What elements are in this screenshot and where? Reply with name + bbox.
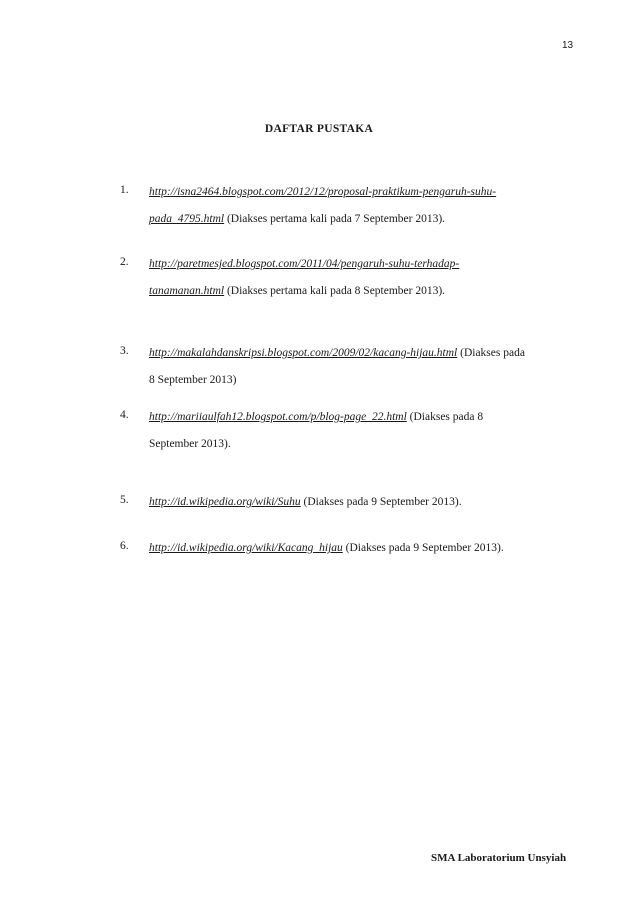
reference-note-continued: September 2013).: [149, 438, 231, 450]
page-footer: SMA Laboratorium Unsyiah: [431, 852, 567, 864]
reference-link[interactable]: http://paretmesjed.blogspot.com/2011/04/pengaruh-suhu-terhadap-: [149, 258, 460, 270]
reference-text: [149, 404, 589, 458]
reference-note: (Diakses pada 9 September 2013).: [342, 542, 504, 554]
reference-link[interactable]: http://makalahdanskripsi.blogspot.com/2009/02/kacang-hijau.html: [149, 347, 458, 359]
reference-text: [149, 535, 589, 562]
reference-link[interactable]: http://isna2464.blogspot.com/2012/12/proposal-praktikum-pengaruh-suhu-: [149, 186, 497, 198]
reference-number: 1.: [120, 184, 129, 196]
page-title: DAFTAR PUSTAKA: [264, 123, 374, 135]
reference-note-continued: 8 September 2013): [149, 374, 237, 386]
reference-link-continued[interactable]: tanamanan.html: [149, 285, 225, 297]
reference-text: [149, 489, 589, 516]
reference-note: (Diakses pertama kali pada 7 September 2013).: [224, 213, 446, 225]
reference-note: (Diakses pada 8: [406, 411, 484, 423]
reference-text: [149, 340, 589, 394]
reference-text: [149, 251, 589, 305]
reference-text: [149, 179, 589, 233]
reference-number: 6.: [120, 540, 129, 552]
reference-note: (Diakses pada 9 September 2013).: [300, 496, 462, 508]
reference-link-continued[interactable]: pada_4795.html: [149, 213, 225, 225]
reference-link[interactable]: http://id.wikipedia.org/wiki/Suhu: [149, 496, 301, 508]
reference-note: (Diakses pertama kali pada 8 September 2013).: [224, 285, 446, 297]
reference-note: (Diakses pada: [457, 347, 525, 359]
reference-link[interactable]: http://id.wikipedia.org/wiki/Kacang_hijau: [149, 542, 343, 554]
reference-number: 3.: [120, 345, 129, 357]
reference-number: 4.: [120, 409, 129, 421]
reference-number: 2.: [120, 256, 129, 268]
page-number: 13: [562, 40, 574, 51]
reference-link[interactable]: http://mariiaulfah12.blogspot.com/p/blog-page_22.html: [149, 411, 407, 423]
reference-number: 5.: [120, 494, 129, 506]
